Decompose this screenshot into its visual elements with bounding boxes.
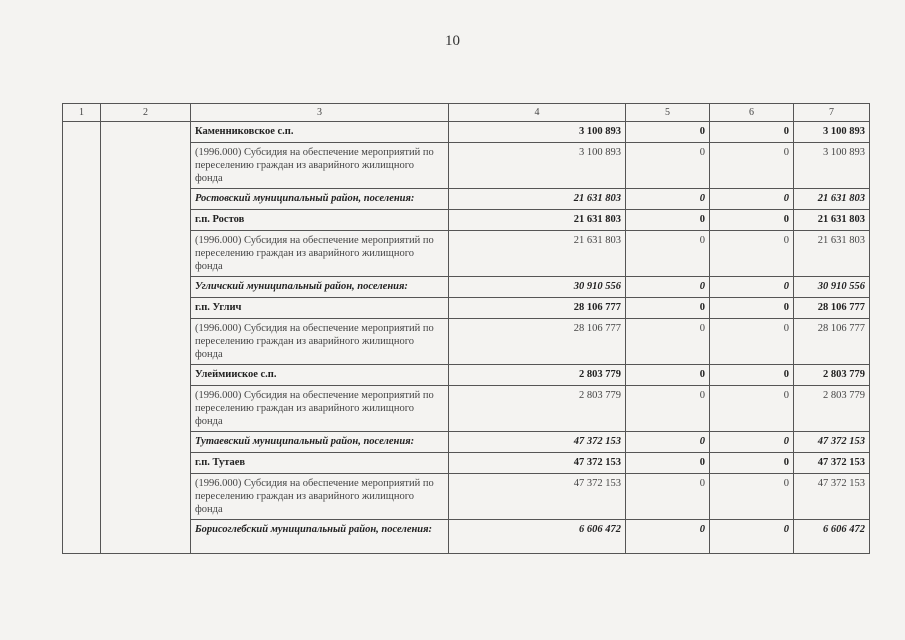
row-col4-cell: 2 803 779 bbox=[449, 386, 626, 432]
row-name-cell: Ростовский муниципальный район, поселения: bbox=[191, 189, 449, 210]
row-col7-cell: 21 631 803 bbox=[794, 231, 870, 277]
row-col5-cell: 0 bbox=[626, 189, 710, 210]
row-col1-cell bbox=[63, 319, 101, 365]
row-col4-cell: 6 606 472 bbox=[449, 520, 626, 554]
row-col1-cell bbox=[63, 365, 101, 386]
row-col1-cell bbox=[63, 432, 101, 453]
row-name-cell: (1996.000) Субсидия на обеспечение мероприятий по переселению граждан из аварийного жилищного фонда bbox=[191, 386, 449, 432]
row-name-cell: Борисоглебский муниципальный район, поселения: bbox=[191, 520, 449, 554]
row-col6-cell: 0 bbox=[710, 231, 794, 277]
row-col4-cell: 21 631 803 bbox=[449, 231, 626, 277]
table-row bbox=[63, 432, 870, 453]
row-col2-cell bbox=[101, 319, 191, 365]
page-number: 10 bbox=[445, 33, 460, 49]
row-col1-cell bbox=[63, 143, 101, 189]
row-name-cell: Каменниковское с.п. bbox=[191, 122, 449, 143]
row-col2-cell bbox=[101, 453, 191, 474]
row-name-cell: г.п. Углич bbox=[191, 298, 449, 319]
row-name-cell: г.п. Ростов bbox=[191, 210, 449, 231]
table-row bbox=[63, 189, 870, 210]
row-col2-cell bbox=[101, 298, 191, 319]
row-col5-cell: 0 bbox=[626, 277, 710, 298]
row-col5-cell: 0 bbox=[626, 386, 710, 432]
row-col4-cell: 21 631 803 bbox=[449, 189, 626, 210]
row-col4-cell: 47 372 153 bbox=[449, 453, 626, 474]
row-col7-cell: 3 100 893 bbox=[794, 122, 870, 143]
row-col1-cell bbox=[63, 298, 101, 319]
row-col4-cell: 47 372 153 bbox=[449, 474, 626, 520]
row-col5-cell: 0 bbox=[626, 210, 710, 231]
row-col2-cell bbox=[101, 386, 191, 432]
table-row bbox=[63, 520, 870, 554]
row-col6-cell: 0 bbox=[710, 210, 794, 231]
row-col2-cell bbox=[101, 432, 191, 453]
column-header: 6 bbox=[710, 104, 794, 122]
row-name-cell: Угличский муниципальный район, поселения: bbox=[191, 277, 449, 298]
row-col6-cell: 0 bbox=[710, 432, 794, 453]
row-col6-cell: 0 bbox=[710, 520, 794, 554]
row-name-cell: Улеймииское с.п. bbox=[191, 365, 449, 386]
table-row bbox=[63, 231, 870, 277]
row-col1-cell bbox=[63, 520, 101, 554]
row-col5-cell: 0 bbox=[626, 432, 710, 453]
row-col5-cell: 0 bbox=[626, 298, 710, 319]
table-row bbox=[63, 386, 870, 432]
row-col6-cell: 0 bbox=[710, 319, 794, 365]
row-col7-cell: 47 372 153 bbox=[794, 453, 870, 474]
row-col2-cell bbox=[101, 365, 191, 386]
row-col4-cell: 30 910 556 bbox=[449, 277, 626, 298]
row-col7-cell: 21 631 803 bbox=[794, 210, 870, 231]
row-col5-cell: 0 bbox=[626, 453, 710, 474]
row-col5-cell: 0 bbox=[626, 143, 710, 189]
row-col2-cell bbox=[101, 474, 191, 520]
row-col1-cell bbox=[63, 453, 101, 474]
table-row bbox=[63, 122, 870, 143]
row-col7-cell: 21 631 803 bbox=[794, 189, 870, 210]
row-col4-cell: 3 100 893 bbox=[449, 143, 626, 189]
budget-table bbox=[62, 103, 870, 554]
row-col4-cell: 21 631 803 bbox=[449, 210, 626, 231]
row-col6-cell: 0 bbox=[710, 122, 794, 143]
row-col5-cell: 0 bbox=[626, 365, 710, 386]
row-col6-cell: 0 bbox=[710, 189, 794, 210]
row-col2-cell bbox=[101, 210, 191, 231]
row-col7-cell: 2 803 779 bbox=[794, 365, 870, 386]
row-col4-cell: 28 106 777 bbox=[449, 298, 626, 319]
row-name-cell: (1996.000) Субсидия на обеспечение мероприятий по переселению граждан из аварийного жилищного фонда bbox=[191, 231, 449, 277]
row-name-cell: (1996.000) Субсидия на обеспечение мероприятий по переселению граждан из аварийного жилищного фонда bbox=[191, 319, 449, 365]
row-col6-cell: 0 bbox=[710, 474, 794, 520]
column-header: 3 bbox=[191, 104, 449, 122]
row-col4-cell: 2 803 779 bbox=[449, 365, 626, 386]
row-col7-cell: 30 910 556 bbox=[794, 277, 870, 298]
row-col4-cell: 47 372 153 bbox=[449, 432, 626, 453]
row-col7-cell: 28 106 777 bbox=[794, 298, 870, 319]
row-name-cell: (1996.000) Субсидия на обеспечение мероприятий по переселению граждан из аварийного жилищного фонда bbox=[191, 474, 449, 520]
column-header: 5 bbox=[626, 104, 710, 122]
row-col7-cell: 47 372 153 bbox=[794, 474, 870, 520]
row-col1-cell bbox=[63, 189, 101, 210]
row-col5-cell: 0 bbox=[626, 231, 710, 277]
row-col2-cell bbox=[101, 189, 191, 210]
row-col2-cell bbox=[101, 231, 191, 277]
row-col1-cell bbox=[63, 277, 101, 298]
table-row bbox=[63, 474, 870, 520]
row-col7-cell: 28 106 777 bbox=[794, 319, 870, 365]
row-col6-cell: 0 bbox=[710, 143, 794, 189]
row-col1-cell bbox=[63, 474, 101, 520]
row-col5-cell: 0 bbox=[626, 319, 710, 365]
row-col2-cell bbox=[101, 122, 191, 143]
row-col2-cell bbox=[101, 520, 191, 554]
row-col1-cell bbox=[63, 231, 101, 277]
row-col5-cell: 0 bbox=[626, 520, 710, 554]
table-row bbox=[63, 365, 870, 386]
column-header: 7 bbox=[794, 104, 870, 122]
table-row bbox=[63, 277, 870, 298]
row-name-cell: Тутаевский муниципальный район, поселения: bbox=[191, 432, 449, 453]
row-name-cell: (1996.000) Субсидия на обеспечение мероприятий по переселению граждан из аварийного жилищного фонда bbox=[191, 143, 449, 189]
column-header: 1 bbox=[63, 104, 101, 122]
table-row bbox=[63, 210, 870, 231]
row-col7-cell: 47 372 153 bbox=[794, 432, 870, 453]
row-col6-cell: 0 bbox=[710, 386, 794, 432]
column-header: 4 bbox=[449, 104, 626, 122]
table-row bbox=[63, 319, 870, 365]
row-col7-cell: 3 100 893 bbox=[794, 143, 870, 189]
table-row bbox=[63, 453, 870, 474]
row-col6-cell: 0 bbox=[710, 453, 794, 474]
row-col7-cell: 2 803 779 bbox=[794, 386, 870, 432]
row-col2-cell bbox=[101, 277, 191, 298]
row-col6-cell: 0 bbox=[710, 365, 794, 386]
row-col6-cell: 0 bbox=[710, 277, 794, 298]
column-header: 2 bbox=[101, 104, 191, 122]
row-col2-cell bbox=[101, 143, 191, 189]
row-col6-cell: 0 bbox=[710, 298, 794, 319]
row-col5-cell: 0 bbox=[626, 474, 710, 520]
table-row bbox=[63, 143, 870, 189]
row-col4-cell: 28 106 777 bbox=[449, 319, 626, 365]
row-col1-cell bbox=[63, 386, 101, 432]
row-col7-cell: 6 606 472 bbox=[794, 520, 870, 554]
row-name-cell: г.п. Тутаев bbox=[191, 453, 449, 474]
row-col1-cell bbox=[63, 210, 101, 231]
row-col1-cell bbox=[63, 122, 101, 143]
row-col4-cell: 3 100 893 bbox=[449, 122, 626, 143]
column-header-row bbox=[63, 104, 870, 122]
table-row bbox=[63, 298, 870, 319]
row-col5-cell: 0 bbox=[626, 122, 710, 143]
